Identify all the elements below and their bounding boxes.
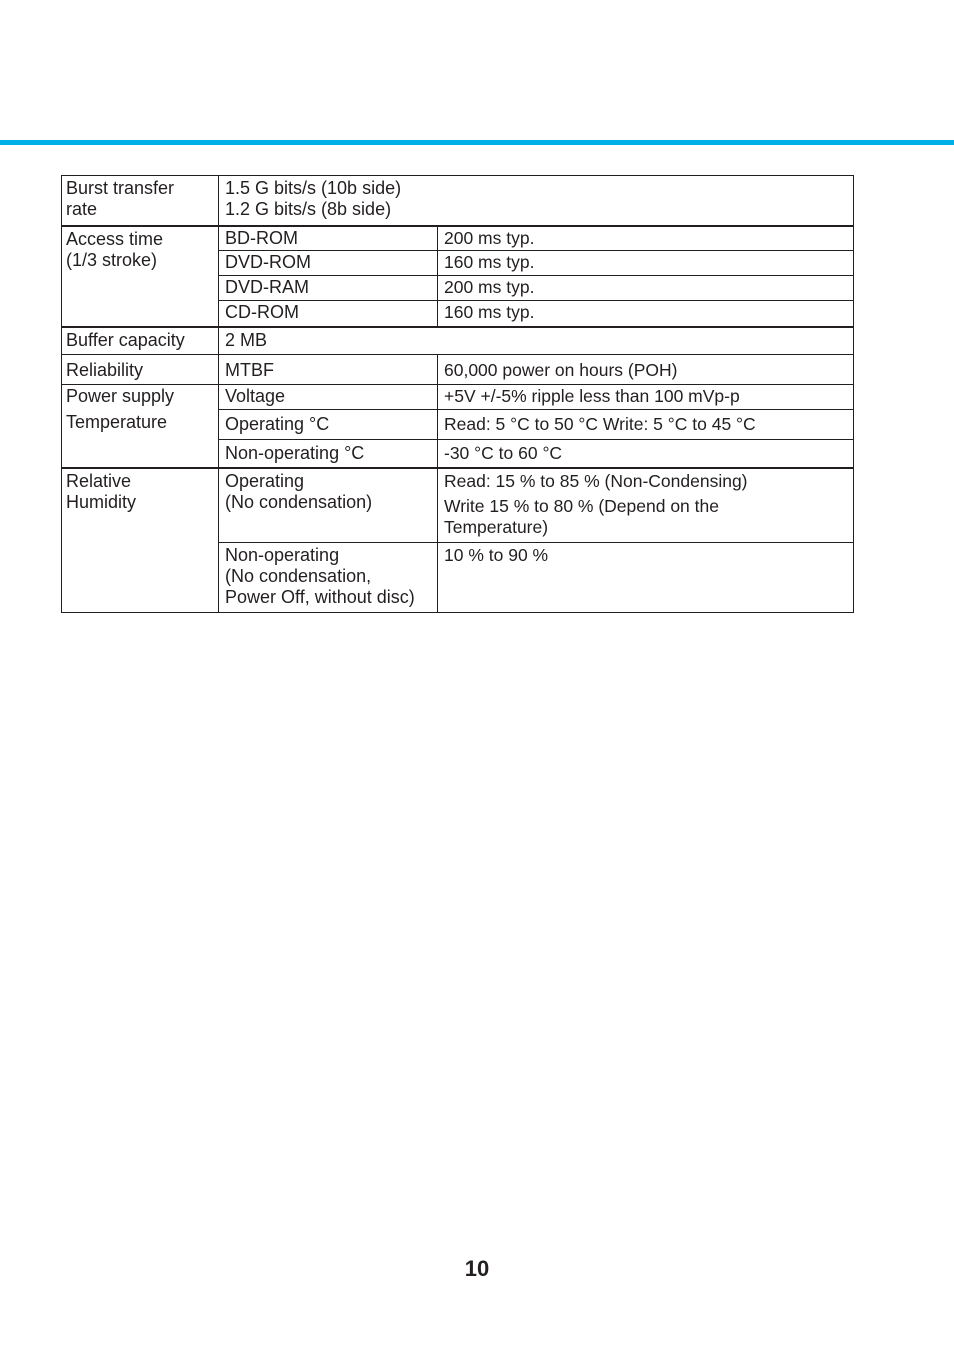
reliability-label: Reliability: [62, 355, 219, 385]
temperature-label: Temperature: [62, 410, 219, 468]
humidity-operating-label: Operating (No condensation): [219, 468, 438, 543]
temperature-nonoperating-value: -30 °C to 60 °C: [438, 440, 854, 468]
row-buffer-capacity: [62, 327, 854, 355]
access-value: 200 ms typ.: [438, 226, 854, 251]
humidity-operating-write: Write 15 % to 80 % (Depend on the Temperature): [444, 495, 719, 537]
humidity-nonoperating-label: Non-operating (No condensation, Power Off, without disc): [219, 543, 438, 613]
access-media: BD-ROM: [219, 226, 438, 251]
temperature-operating-value: Read: 5 °C to 50 °C Write: 5 °C to 45 °C: [438, 410, 854, 440]
burst-value: 1.5 G bits/s (10b side) 1.2 G bits/s (8b side): [219, 176, 854, 226]
row-reliability: [62, 355, 854, 385]
row-access-time: [62, 226, 854, 251]
row-temperature: [62, 410, 854, 440]
access-label: Access time (1/3 stroke): [62, 226, 219, 327]
power-label: Power supply: [62, 385, 219, 410]
row-burst-transfer-rate: [62, 176, 854, 226]
spec-table: [61, 175, 854, 613]
row-power-supply: [62, 385, 854, 410]
row-relative-humidity: [62, 468, 854, 543]
power-value: +5V +/-5% ripple less than 100 mVp-p: [438, 385, 854, 410]
reliability-item: MTBF: [219, 355, 438, 385]
header-rule: [0, 140, 954, 145]
buffer-label: Buffer capacity: [62, 327, 219, 355]
access-value: 160 ms typ.: [438, 251, 854, 276]
temperature-operating-label: Operating °C: [219, 410, 438, 440]
access-media: CD-ROM: [219, 301, 438, 327]
reliability-value: 60,000 power on hours (POH): [438, 355, 854, 385]
access-media: DVD-ROM: [219, 251, 438, 276]
page-number: 10: [464, 1256, 490, 1281]
humidity-nonoperating-value: 10 % to 90 %: [438, 543, 854, 613]
buffer-value: 2 MB: [219, 327, 854, 355]
humidity-operating-value: [438, 468, 854, 543]
burst-label: Burst transfer rate: [62, 176, 219, 226]
access-value: 200 ms typ.: [438, 276, 854, 301]
access-media: DVD-RAM: [219, 276, 438, 301]
power-item: Voltage: [219, 385, 438, 410]
humidity-operating-read: Read: 15 % to 85 % (Non-Condensing): [444, 470, 748, 491]
temperature-nonoperating-label: Non-operating °C: [219, 440, 438, 468]
humidity-label: Relative Humidity: [62, 468, 219, 613]
access-value: 160 ms typ.: [438, 301, 854, 327]
